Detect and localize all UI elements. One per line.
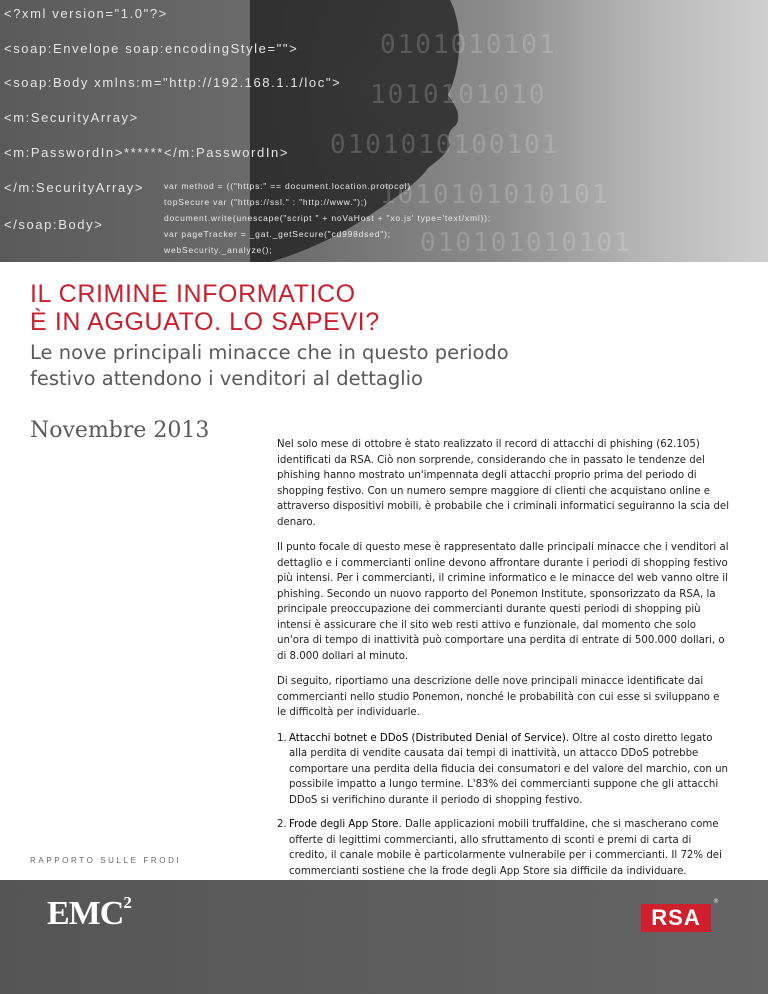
- js-line: webSecurity._analyze();: [164, 245, 273, 255]
- binary-pattern: 0101010101: [380, 30, 557, 60]
- binary-pattern: 1010101010101: [380, 180, 610, 210]
- header-banner: [0, 0, 768, 262]
- list-item-text: Dalle applicazioni mobili truffaldine, che si mascherano come offerte di legittimi commercianti, allo sfruttamento di sconti e premi di carta di credito, il canale mobile è particolarmente vulnerabile per i commercianti. Il 72% dei commercianti sostiene che la frode degli App Store sia difficile da individuare.: [289, 819, 722, 877]
- rsa-logo: RSA: [641, 904, 711, 932]
- subtitle-line: festivo attendono i venditori al dettaglio: [30, 367, 423, 390]
- js-line: topSecure var ("https://ssl." : "http://www.");): [164, 197, 368, 207]
- emc-logo: [47, 892, 132, 933]
- binary-pattern: 0101010100101: [330, 130, 560, 160]
- paragraph: Di seguito, riportiamo una descrizione delle nove principali minacce identificate dai commercianti nello studio Ponemon, nonché le probabilità con cui esse si sviluppano e le difficoltà per individuarle.: [277, 676, 720, 718]
- list-item: [277, 817, 731, 879]
- list-item-heading: Frode degli App Store.: [289, 819, 402, 830]
- code-line: <soap:Envelope soap:encodingStyle="">: [4, 41, 299, 56]
- registered-mark: ®: [713, 898, 719, 905]
- title-line: IL CRIMINE INFORMATICO: [30, 280, 356, 308]
- page-title: [30, 280, 380, 336]
- js-line: document.write(unescape("script " + noVaHost + "xo.js' type='text/xml));: [164, 213, 491, 223]
- footer-band: [0, 880, 768, 994]
- title-line: È IN AGGUATO. LO SAPEVI?: [30, 308, 380, 336]
- paragraph: Nel solo mese di ottobre è stato realizzato il record di attacchi di phishing (62.105) identificati da RSA. Ciò non sorprende, considerando che in passato le tendenze del phishing hanno mostrato un'impennata degli attacchi proprio prima del periodo di shopping festivo. Con un numero sempre maggiore di clienti che acquistano online e attraverso dispositivi mobili, è probabile che i criminali informatici seguiranno la scia del denaro.: [277, 439, 730, 528]
- publication-date: Novembre 2013: [30, 418, 210, 443]
- report-label: RAPPORTO SULLE FRODI: [30, 856, 182, 865]
- paragraph: Il punto focale di questo mese è rappresentato dalle principali minacce che i venditori al dettaglio e i commercianti online devono affrontare durante i periodi di shopping festivo più intensi. Per i commercianti, il crimine informatico e le minacce del web vanno oltre il phishing. Secondo un nuovo rapporto del Ponemon Institute, sponsorizzato da RSA, la principale preoccupazione dei commercianti durante questi periodi di shopping più intensi è assicurare che il sito web resti attivo e funzionale, dal momento che solo un'ora di tempo di inattività può comportare una perdita di entrate di 500.000 dollari, o di 8.000 dollari al minuto.: [277, 542, 729, 662]
- list-number: 2.: [277, 819, 287, 830]
- subtitle-line: Le nove principali minacce che in questo periodo: [30, 341, 509, 364]
- emc-logo-text: EMC: [47, 895, 124, 932]
- binary-pattern: 1010101010: [370, 80, 547, 110]
- list-item-heading: Attacchi botnet e DDoS (Distributed Denial of Service).: [289, 732, 570, 744]
- code-line: </soap:Body>: [4, 217, 104, 232]
- list-number: 1.: [277, 732, 287, 744]
- article-body: [277, 437, 731, 888]
- list-item: [277, 731, 731, 809]
- code-line: </m:SecurityArray>: [4, 180, 145, 195]
- emc-logo-superscript: 2: [123, 892, 132, 912]
- code-line: <m:SecurityArray>: [4, 110, 139, 125]
- list-item-text: Oltre al costo diretto legato alla perdita di vendite causata dai tempi di inattività, un attacco DDoS potrebbe comportare una perdita della fiducia dei consumatori e del valore del marchio, con un possibile impatto a lungo termine. L'83% dei commercianti suppone che gli attacchi DDoS si verifichino durante il periodo di shopping festivo.: [289, 732, 728, 806]
- threat-list: [277, 731, 731, 880]
- binary-pattern: 010101010101: [420, 228, 632, 258]
- code-line: <?xml version="1.0"?>: [4, 6, 168, 21]
- code-line: <soap:Body xmlns:m="http://192.168.1.1/loc">: [4, 75, 342, 90]
- js-line: var method = (("https:" == document.location.protocol): [164, 181, 411, 191]
- page-subtitle: [30, 340, 509, 392]
- code-line: <m:PasswordIn>******</m:PasswordIn>: [4, 145, 290, 160]
- js-line: var pageTracker = _gat._getSecure("cd998dsed");: [164, 229, 391, 239]
